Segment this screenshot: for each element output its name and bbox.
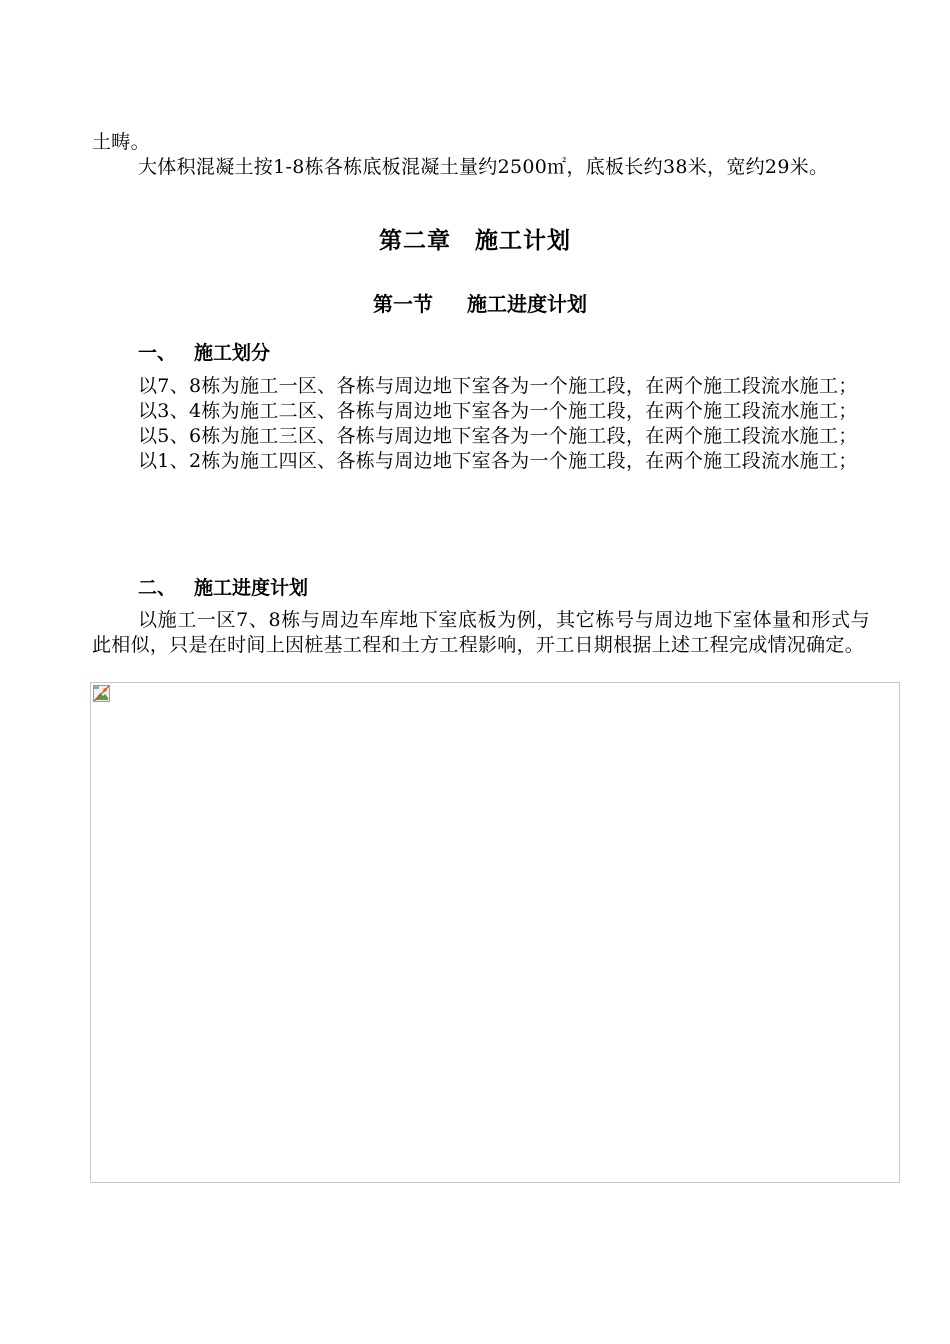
section-number: 第一节 — [373, 292, 433, 316]
image-placeholder — [90, 682, 900, 1183]
heading-title: 施工划分 — [194, 342, 271, 364]
section-name: 施工进度计划 — [467, 292, 587, 316]
broken-image-icon-graphic — [94, 686, 109, 701]
paragraph: 以1、2栋为施工四区、各栋与周边地下室各为一个施工段，在两个施工段流水施工； — [138, 450, 858, 472]
heading-number: 一、 — [138, 342, 177, 364]
broken-image-icon — [93, 685, 110, 702]
intro-paragraph: 大体积混凝土按1-8栋各栋底板混凝土量约2500㎡，底板长约38米，宽约29米。 — [138, 156, 829, 178]
part2-body — [92, 608, 870, 658]
section-title — [0, 288, 950, 317]
chapter-title: 第二章 施工计划 — [379, 228, 571, 254]
paragraph: 以3、4栋为施工二区、各栋与周边地下室各为一个施工段，在两个施工段流水施工； — [138, 400, 858, 422]
intro-text — [92, 130, 870, 180]
paragraph: 以5、6栋为施工三区、各栋与周边地下室各为一个施工段，在两个施工段流水施工； — [138, 425, 858, 447]
heading-number: 二、 — [138, 577, 177, 599]
part1-body — [92, 374, 870, 474]
heading-part1 — [138, 338, 270, 365]
intro-line: 土畴。 — [92, 131, 150, 153]
heading-part2 — [138, 573, 308, 600]
paragraph: 以施工一区7、8栋与周边车库地下室底板为例，其它栋号与周边地下室体量和形式与此相似，只是在时间上因桩基工程和土方工程影响，开工日期根据上述工程完成情况确定。 — [92, 609, 870, 656]
paragraph: 以7、8栋为施工一区、各栋与周边地下室各为一个施工段，在两个施工段流水施工； — [138, 375, 858, 397]
heading-title: 施工进度计划 — [194, 577, 309, 599]
